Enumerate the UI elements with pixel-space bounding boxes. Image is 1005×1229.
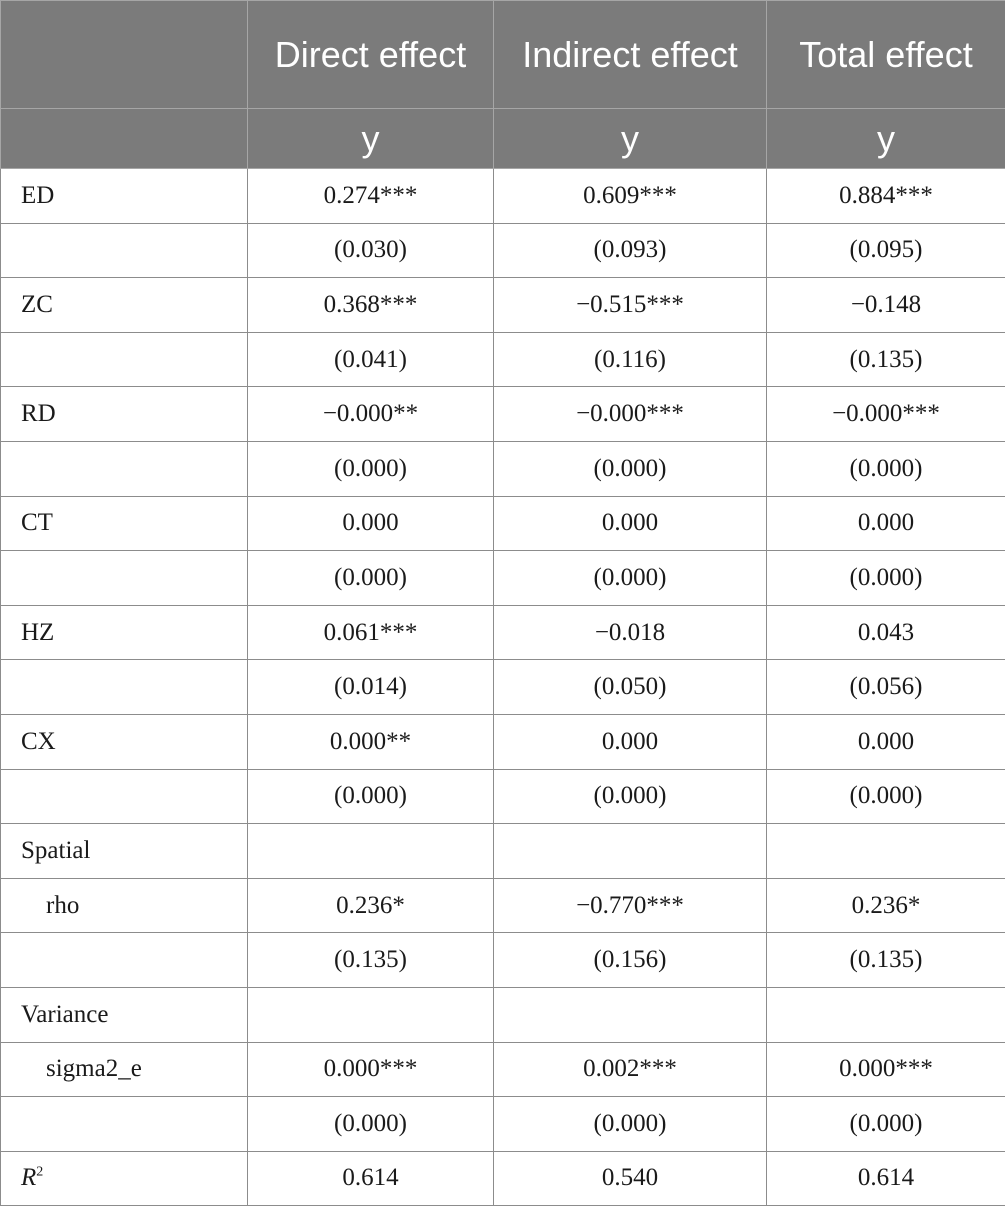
value-cell: 0.368*** — [248, 278, 494, 333]
value-cell: (0.000) — [494, 1097, 767, 1152]
value-cell: (0.050) — [494, 660, 767, 715]
table-body — [1, 169, 1005, 1206]
row-label: RD — [1, 387, 248, 442]
row-label — [1, 1097, 248, 1152]
table-row — [1, 769, 1005, 824]
subheader-total-y: y — [767, 109, 1005, 169]
value-cell: 0.236* — [767, 878, 1005, 933]
value-cell: −0.000*** — [767, 387, 1005, 442]
r-squared-value: 0.540 — [494, 1151, 767, 1206]
row-label: HZ — [1, 605, 248, 660]
row-label: sigma2_e — [1, 1042, 248, 1097]
r-squared-value: 0.614 — [767, 1151, 1005, 1206]
value-cell: 0.000 — [494, 714, 767, 769]
table-row — [1, 223, 1005, 278]
value-cell: (0.135) — [767, 332, 1005, 387]
header-indirect-effect: Indirect effect — [494, 1, 767, 109]
r-squared-exponent: 2 — [36, 1165, 44, 1181]
r-squared-base: R — [21, 1164, 37, 1192]
value-cell: (0.000) — [767, 441, 1005, 496]
value-cell: −0.770*** — [494, 878, 767, 933]
value-cell: (0.156) — [494, 933, 767, 988]
table-row — [1, 987, 1005, 1042]
value-cell: (0.041) — [248, 332, 494, 387]
value-cell: 0.002*** — [494, 1042, 767, 1097]
value-cell: (0.000) — [494, 441, 767, 496]
row-label — [1, 441, 248, 496]
value-cell: −0.148 — [767, 278, 1005, 333]
table-row — [1, 332, 1005, 387]
value-cell: −0.018 — [494, 605, 767, 660]
value-cell: −0.000** — [248, 387, 494, 442]
value-cell — [248, 987, 494, 1042]
value-cell: (0.000) — [494, 551, 767, 606]
value-cell: 0.884*** — [767, 169, 1005, 224]
value-cell: 0.236* — [248, 878, 494, 933]
value-cell: 0.061*** — [248, 605, 494, 660]
row-label: rho — [1, 878, 248, 933]
value-cell: (0.000) — [248, 441, 494, 496]
subheader-direct-y: y — [248, 109, 494, 169]
value-cell: (0.116) — [494, 332, 767, 387]
table-row — [1, 878, 1005, 933]
value-cell: −0.000*** — [494, 387, 767, 442]
row-label: ED — [1, 169, 248, 224]
table-row — [1, 278, 1005, 333]
row-label: CT — [1, 496, 248, 551]
value-cell: (0.000) — [494, 769, 767, 824]
value-cell: 0.043 — [767, 605, 1005, 660]
table-row — [1, 714, 1005, 769]
value-cell: (0.000) — [248, 769, 494, 824]
table-row — [1, 933, 1005, 988]
row-label: CX — [1, 714, 248, 769]
value-cell: 0.274*** — [248, 169, 494, 224]
r-squared-label — [1, 1151, 248, 1206]
table-row — [1, 824, 1005, 879]
table-header — [1, 1, 1005, 169]
value-cell: 0.000*** — [248, 1042, 494, 1097]
value-cell — [248, 824, 494, 879]
value-cell: (0.000) — [248, 551, 494, 606]
row-label — [1, 660, 248, 715]
table-row — [1, 605, 1005, 660]
value-cell: −0.515*** — [494, 278, 767, 333]
r-squared-value: 0.614 — [248, 1151, 494, 1206]
r-squared-row — [1, 1151, 1005, 1206]
value-cell: (0.000) — [767, 1097, 1005, 1152]
table-row — [1, 387, 1005, 442]
value-cell: (0.000) — [767, 551, 1005, 606]
row-label: ZC — [1, 278, 248, 333]
value-cell: (0.135) — [767, 933, 1005, 988]
table-row — [1, 496, 1005, 551]
value-cell: (0.135) — [248, 933, 494, 988]
value-cell: (0.000) — [767, 769, 1005, 824]
row-label: Spatial — [1, 824, 248, 879]
value-cell: 0.000*** — [767, 1042, 1005, 1097]
value-cell: (0.095) — [767, 223, 1005, 278]
value-cell: (0.014) — [248, 660, 494, 715]
value-cell: 0.000 — [494, 496, 767, 551]
value-cell: (0.030) — [248, 223, 494, 278]
table-row — [1, 1042, 1005, 1097]
row-label — [1, 332, 248, 387]
subheader-indirect-y: y — [494, 109, 767, 169]
row-label — [1, 551, 248, 606]
table-row — [1, 551, 1005, 606]
header-total-effect: Total effect — [767, 1, 1005, 109]
value-cell — [494, 824, 767, 879]
value-cell: 0.000 — [767, 714, 1005, 769]
row-label — [1, 769, 248, 824]
value-cell: 0.609*** — [494, 169, 767, 224]
table-row — [1, 169, 1005, 224]
value-cell: 0.000** — [248, 714, 494, 769]
value-cell: (0.000) — [248, 1097, 494, 1152]
table-row — [1, 660, 1005, 715]
subheader-cell-blank — [1, 109, 248, 169]
row-label: Variance — [1, 987, 248, 1042]
table-row — [1, 1097, 1005, 1152]
header-direct-effect: Direct effect — [248, 1, 494, 109]
value-cell: 0.000 — [767, 496, 1005, 551]
subheader-row — [1, 109, 1005, 169]
table-row — [1, 441, 1005, 496]
value-cell — [767, 824, 1005, 879]
value-cell — [494, 987, 767, 1042]
value-cell: (0.056) — [767, 660, 1005, 715]
value-cell — [767, 987, 1005, 1042]
header-row — [1, 1, 1005, 109]
header-cell-blank — [1, 1, 248, 109]
value-cell: 0.000 — [248, 496, 494, 551]
value-cell: (0.093) — [494, 223, 767, 278]
row-label — [1, 933, 248, 988]
row-label — [1, 223, 248, 278]
